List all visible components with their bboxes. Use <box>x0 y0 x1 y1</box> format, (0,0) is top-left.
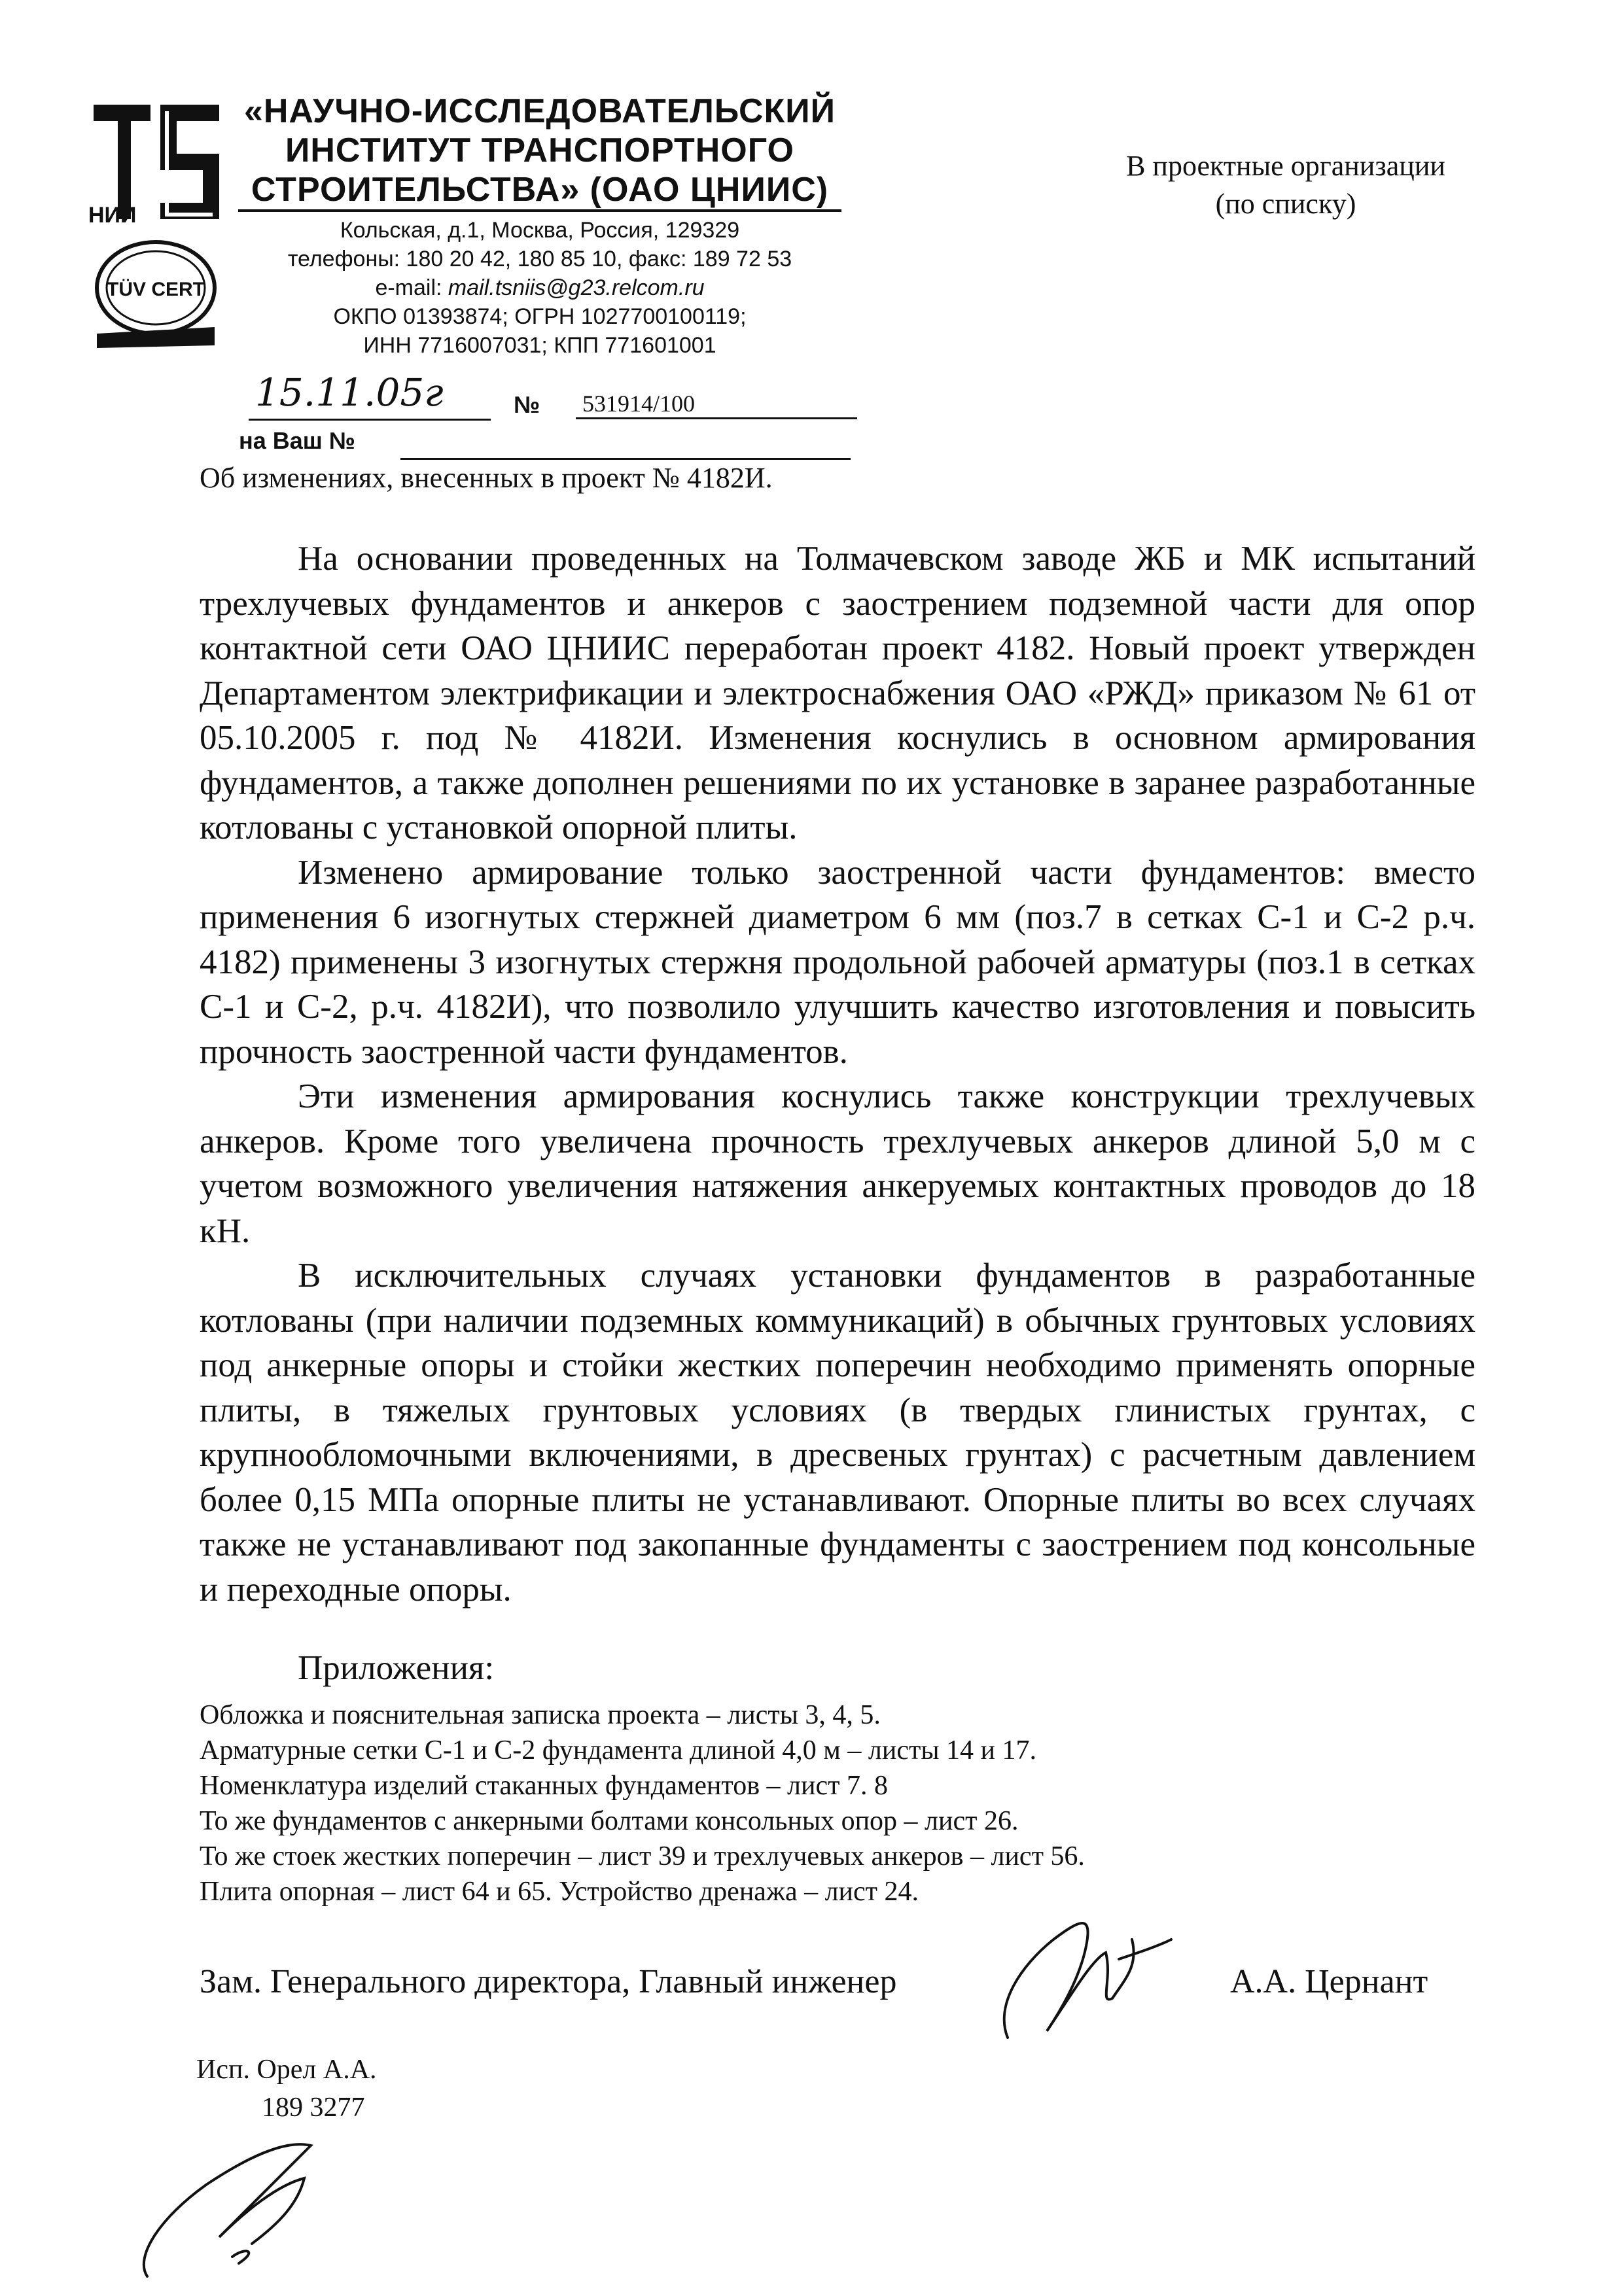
org-codes-2: ИНН 7716007031; КПП 771601001 <box>363 333 716 358</box>
paragraph-4: В исключительных случаях установки фундаментов в разработанные котлованы (при наличии подземных коммуникаций) в обычных грунтовых условиях под анкерные опоры и стойки жестких поперечин необходимо применять опорные плиты, в тяжелых грунтовых условиях (в твердых глинистых грунтах, с крупнообломочными включениями, в дресвеных грунтах) с расчетным давлением более 0,15 МПа опорные плиты не устанавливают. Опорные плиты во всех случаях также не устанавливают под закопанные фундаменты с заострением под консольные и переходные опоры. <box>200 1257 1475 1609</box>
executor <box>196 2051 377 2127</box>
date-text: 15.11.05г <box>255 370 444 415</box>
recipient-line2: (по списку) <box>1215 188 1356 220</box>
email-label: e-mail: <box>375 275 442 300</box>
logo-text: НИИ <box>88 203 137 228</box>
appendix-item: То же фундаментов с анкерными болтами консольных опор – лист 26. <box>200 1806 1019 1836</box>
tuv-text: TÜV CERT <box>107 279 205 300</box>
paragraph-2: Изменено армирование только заостренной части фундаментов: вместо применения 6 изогнутых стержней диаметром 6 мм (поз.7 в сетках С-1 и С-2 р.ч. 4182) применены 3 изогнутых стержня продольной рабочей арматуры (поз.1 в сетках С-1 и С-2, р.ч. 4182И), что позволило улучшить качество изготовления и повысить прочность заостренной части фундаментов. <box>200 853 1475 1071</box>
letter-number: 531914/100 <box>576 390 857 419</box>
executor-phone: 189 3277 <box>262 2093 365 2123</box>
signature-icon <box>981 1900 1178 2057</box>
signatory-name: А.А. Цернант <box>1230 1963 1428 2000</box>
date-underline <box>249 419 491 421</box>
appendix-title: Приложения: <box>298 1649 495 1687</box>
org-address: Кольская, д.1, Москва, Россия, 129329 <box>340 218 740 243</box>
appendix-item: Номенклатура изделий стаканных фундаментов – лист 7. 8 <box>200 1771 888 1801</box>
your-ref-line <box>400 458 851 460</box>
number-label: № <box>514 391 540 418</box>
paragraph-1: На основании проведенных на Толмачевском заводе ЖБ и МК испытаний трехлучевых фундаментов и анкеров с заострением подземной части для опор контактной сети ОАО ЦНИИС переработан проект 4182. Новый проект утвержден Департаментом электрификации и электроснабжения ОАО «РЖД» приказом № 61 от 05.10.2005 г. под № 4182И. Изменения коснулись в основном армирования фундаментов, а также дополнен решениями по их установке в заранее разработанные котлованы с установкой опорной плиты. <box>200 540 1475 846</box>
institute-logo-icon <box>88 92 226 229</box>
org-codes-1: ОКПО 01393874; ОГРН 1027700100119; <box>333 304 747 329</box>
handwritten-date <box>249 366 478 419</box>
org-name <box>236 92 844 212</box>
signatory-title: Зам. Генерального директора, Главный инженер <box>200 1963 897 2000</box>
your-ref-label: на Ваш № <box>239 427 355 454</box>
appendix-item: Арматурные сетки С-1 и С-2 фундамента длиной 4,0 м – листы 14 и 17. <box>200 1735 1037 1765</box>
recipient-line1: В проектные организации <box>1126 150 1445 182</box>
initials-signature-icon <box>134 2132 344 2283</box>
appendix-item: Плита опорная – лист 64 и 65. Устройство дренажа – лист 24. <box>200 1877 919 1907</box>
org-name-line1: «НАУЧНО-ИССЛЕДОВАТЕЛЬСКИЙ <box>243 92 836 130</box>
org-name-line3: СТРОИТЕЛЬСТВА» (ОАО ЦНИИС) <box>238 170 841 212</box>
letter-body <box>200 536 1475 1612</box>
executor-name: Исп. Орел А.А. <box>196 2055 377 2085</box>
org-email: mail.tsniis@g23.relcom.ru <box>448 275 705 300</box>
paragraph-3: Эти изменения армирования коснулись также конструкции трехлучевых анкеров. Кроме того увеличена прочность трехлучевых анкеров длиной 5,0 м с учетом возможного увеличения натяжения анкеруемых контактных проводов до 18 кН. <box>200 1077 1475 1250</box>
org-name-line2: ИНСТИТУТ ТРАНСПОРТНОГО <box>285 131 794 169</box>
appendix-item: Обложка и пояснительная записка проекта – листы 3, 4, 5. <box>200 1700 881 1730</box>
appendix-item: То же стоек жестких поперечин – лист 39 и трехлучевых анкеров – лист 56. <box>200 1841 1085 1871</box>
tuv-cert-icon <box>90 235 221 353</box>
org-contacts <box>236 216 844 360</box>
subject: Об изменениях, внесенных в проект № 4182И. <box>200 462 773 494</box>
recipient <box>1073 147 1498 223</box>
appendix-list <box>200 1697 1377 1909</box>
org-phones: телефоны: 180 20 42, 180 85 10, факс: 189 72 53 <box>287 247 792 271</box>
